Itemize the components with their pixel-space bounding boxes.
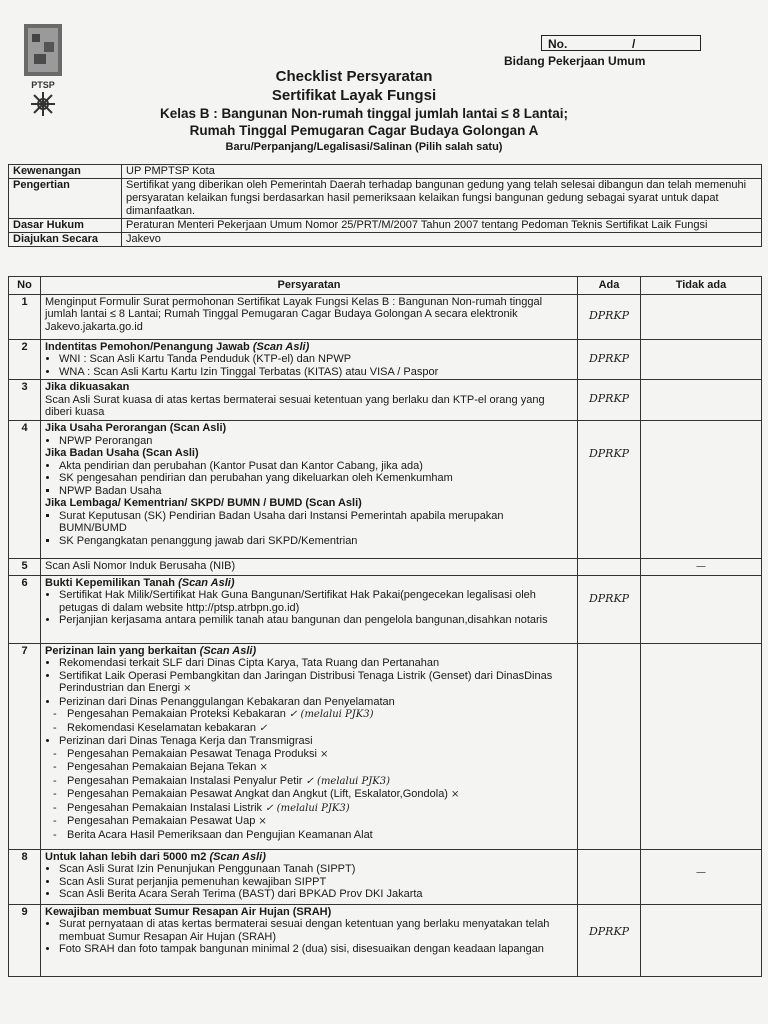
row-text: Scan Asli Surat kuasa di atas kertas bermaterai sesuai ketentuan yang berlaku dan KTP-el orang yang diberi kuasa [45,393,545,418]
list-item: • WNI : Scan Asli Kartu Tanda Penduduk (KTP-el) dan NPWP [59,353,573,366]
handwritten-mark: DPRKP [588,392,630,405]
list-item: ▪ Surat Keputusan (SK) Pendirian Badan Usaha dari Instansi Pemerintah apabila merupakan BUMN/BUMD [59,510,573,535]
page-title: Checklist Persyaratan [275,68,433,85]
cross-mark: × [319,748,329,760]
bullet-list [45,863,573,901]
row-number: 6 [9,575,41,643]
class-description-1: Kelas B : Bangunan Non-rumah tinggal jumlah lantai ≤ 8 Lantai; [160,106,568,121]
list-item: • Sertifikat Laik Operasi Pembangkitan dan Jaringan Distribusi Tenaga Listrik (Genset) dari DinasDinas Perindustrian dan Energi × [59,670,573,696]
check-mark: ✓ [259,722,268,734]
table-row [9,575,762,643]
bullet-list [45,460,573,498]
list-item: • Foto SRAH dan foto tampak bangunan minimal 2 (dua) sisi, disesuaikan dengan keadaan lapangan [59,943,573,956]
row-requirement: Scan Asli Nomor Induk Berusaha (NIB) [41,559,578,576]
row-number: 5 [9,559,41,576]
dash-list [45,708,573,735]
info-label: Diajukan Secara [9,233,122,247]
info-value: Peraturan Menteri Pekerjaan Umum Nomor 25/PRT/M/2007 Tahun 2007 tentang Pedoman Teknis Sertifikat Laik Fungsi [122,219,762,233]
info-value: UP PMPTSP Kota [122,165,762,179]
ada-cell[interactable] [578,643,641,849]
ada-cell[interactable] [578,849,641,904]
department-label: Bidang Pekerjaan Umum [504,54,646,68]
info-value: Sertifikat yang diberikan oleh Pemerintah Daerah terhadap bangunan gedung yang telah selesai dibangun dan telah memenuhi persyaratan kelaikan fungsi berdasarkan hasil pemeriksaan kelaikan fungsi bangunan gedung sebagai syarat untuk dapat dimanfaatkan. [122,179,762,219]
table-row [9,339,762,380]
bullet-list [45,353,573,378]
row-number: 3 [9,380,41,421]
dash-list [45,748,573,842]
ada-cell[interactable] [578,904,641,976]
handwritten-mark: DPRKP [588,351,630,365]
ada-cell[interactable] [578,421,641,559]
row-requirement [41,849,578,904]
bullet-list [45,735,573,748]
tidak-ada-cell[interactable] [641,559,762,576]
bullet-list [45,510,573,548]
table-row [9,849,762,904]
list-item: - Pengesahan Pemakaian Pesawat Tenaga Produksi × [67,748,573,762]
list-item: ▪ NPWP Badan Usaha [59,485,573,498]
list-item: - Pengesahan Pemakaian Bejana Tekan × [67,761,573,775]
list-item: - Rekomendasi Keselamatan kebakaran ✓ [67,722,573,736]
ada-cell[interactable] [578,575,641,643]
tidak-ada-cell[interactable] [641,339,762,380]
row-number: 1 [9,294,41,339]
dash-mark: — [696,866,706,878]
row-requirement [41,643,578,849]
row-number: 4 [9,421,41,559]
dash-mark: — [696,561,706,572]
row-number: 8 [9,849,41,904]
bullet-list [45,918,573,956]
section-title: Jika Usaha Perorangan (Scan Asli) [45,422,227,434]
cross-mark: × [258,816,267,827]
table-header-row [9,277,762,295]
list-item: • Surat pernyataan di atas kertas bermaterai sesuai dengan ketentuan yang berlaku menyatakan telah membuat Sumur Resapan Air Hujan (SRAH) [59,918,573,943]
cross-mark: × [259,762,268,773]
handwritten-mark: DPRKP [588,447,630,460]
info-label: Kewenangan [9,165,122,179]
list-item: - Pengesahan Pemakaian Pesawat Uap × [67,815,573,829]
row-number: 7 [9,643,41,849]
info-table [8,164,762,247]
list-item: - Pengesahan Pemakaian Pesawat Angkat dan Angkut (Lift, Eskalator,Gondola) × [67,788,573,802]
list-item: - Pengesahan Pemakaian Instalasi Penyalur Petir ✓ (melalui PJK3) [67,775,573,789]
info-row [9,165,762,179]
list-item: • Sertifikat Hak Milik/Sertifikat Hak Guna Bangunan/Sertifikat Hak Pakai(pengecekan legalisasi oleh petugas di dalam website http://ptsp.atrbpn.go.id) [59,589,573,614]
check-mark: ✓ (melalui PJK3) [288,709,374,720]
document-number-box [541,35,701,51]
handwritten-mark: DPRKP [588,924,630,938]
row-requirement: Menginput Formulir Surat permohonan Sertifikat Layak Fungsi Kelas B : Bangunan Non-rumah tinggal jumlah lantai ≤ 8 Lantai; Rumah Tinggal Pemugaran Cagar Budaya Golongan A secara elektronik Jakevo.jakarta.go.id [41,294,578,339]
cross-mark: × [183,683,192,694]
row-requirement [41,339,578,380]
info-row [9,179,762,219]
application-type: Baru/Perpanjang/Legalisasi/Salinan (Pilih salah satu) [225,141,503,153]
row-requirement [41,380,578,421]
table-row [9,421,762,559]
info-row [9,219,762,233]
row-requirement [41,904,578,976]
list-item: - Berita Acara Hasil Pemeriksaan dan Pengujian Keamanan Alat [67,829,573,842]
list-item: • Scan Asli Surat Izin Penunjukan Penggunaan Tanah (SIPPT) [59,863,573,876]
list-item: • Perjanjian kerjasama antara pemilik tanah atau bangunan dan pengelola bangunan,disahkan notaris [59,614,573,627]
bullet-list [45,435,573,448]
requirements-table [8,276,762,977]
ada-cell[interactable] [578,380,641,421]
info-row [9,233,762,247]
number-label: No. [548,37,568,51]
ada-cell[interactable] [578,339,641,380]
list-item: • WNA : Scan Asli Kartu Kartu Izin Tinggal Terbatas (KITAS) atau VISA / Paspor [59,366,573,379]
header-requirement: Persyaratan [41,277,578,295]
ada-cell[interactable] [578,559,641,576]
handwritten-mark: DPRKP [588,308,630,322]
section-title: Bukti Kepemilikan Tanah (Scan Asli) [45,576,235,589]
section-title: Untuk lahan lebih dari 5000 m2 (Scan Asli) [45,850,266,863]
tidak-ada-cell[interactable] [641,575,762,643]
tidak-ada-cell[interactable] [641,643,762,849]
tidak-ada-cell[interactable] [641,904,762,976]
list-item: - Pengesahan Pemakaian Proteksi Kebakaran ✓ (melalui PJK3) [67,708,573,722]
check-mark: ✓ (melalui PJK3) [305,775,390,787]
check-mark: ✓ (melalui PJK3) [265,802,350,814]
row-requirement [41,575,578,643]
info-value: Jakevo [122,233,762,247]
section-title: Perizinan lain yang berkaitan (Scan Asli) [45,644,257,657]
svg-text:PTSP: PTSP [31,80,55,90]
bullet-list [45,657,573,708]
list-item: ▪ SK Pengangkatan penanggung jawab dari SKPD/Kementrian [59,535,573,548]
ada-cell[interactable] [578,294,641,339]
list-item: - Pengesahan Pemakaian Instalasi Listrik ✓ (melalui PJK3) [67,802,573,816]
bullet-list [45,589,573,627]
list-item: • NPWP Perorangan [59,435,573,448]
info-label: Dasar Hukum [9,219,122,233]
list-item: • Scan Asli Berita Acara Serah Terima (BAST) dari BPKAD Prov DKI Jakarta [59,888,573,901]
handwritten-mark: DPRKP [588,591,630,605]
section-title: Jika Badan Usaha (Scan Asli) [45,447,199,459]
row-number: 9 [9,904,41,976]
class-description-2: Rumah Tinggal Pemugaran Cagar Budaya Golongan A [189,123,539,138]
tidak-ada-cell[interactable] [641,380,762,421]
list-item: • Scan Asli Surat perjanjia pemenuhan kewajiban SIPPT [59,876,573,889]
section-title: Jika dikuasakan [45,381,130,393]
list-item: • Perizinan dari Dinas Tenaga Kerja dan Transmigrasi [59,735,573,748]
page-subtitle: Sertifikat Layak Fungsi [271,87,437,104]
header-no: No [9,277,41,295]
section-title: Jika Lembaga/ Kementrian/ SKPD/ BUMN / BUMD (Scan Asli) [45,497,362,509]
tidak-ada-cell[interactable] [641,849,762,904]
table-row [9,380,762,421]
table-row [9,559,762,576]
list-item: • SK pengesahan pendirian dan perubahan yang dikeluarkan oleh Kemenkumham [59,472,573,485]
row-number: 2 [9,339,41,380]
section-title: Indentitas Pemohon/Penangung Jawab (Scan Asli) [45,340,310,353]
list-item: • Rekomendasi terkait SLF dari Dinas Cipta Karya, Tata Ruang dan Pertanahan [59,657,573,670]
table-row [9,904,762,976]
header-ada: Ada [578,277,641,295]
info-label: Pengertian [9,179,122,219]
section-title: Kewajiban membuat Sumur Resapan Air Hujan (SRAH) [45,905,332,918]
list-item: • Perizinan dari Dinas Penanggulangan Kebakaran dan Penyelamatan [59,696,573,709]
header-tidak-ada: Tidak ada [641,277,762,295]
tidak-ada-cell[interactable] [641,421,762,559]
number-separator: / [632,37,636,51]
cross-mark: × [451,789,460,800]
table-row [9,294,762,339]
row-requirement [41,421,578,559]
list-item: • Akta pendirian dan perubahan (Kantor Pusat dan Kantor Cabang, jika ada) [59,460,573,473]
table-row [9,643,762,849]
tidak-ada-cell[interactable] [641,294,762,339]
